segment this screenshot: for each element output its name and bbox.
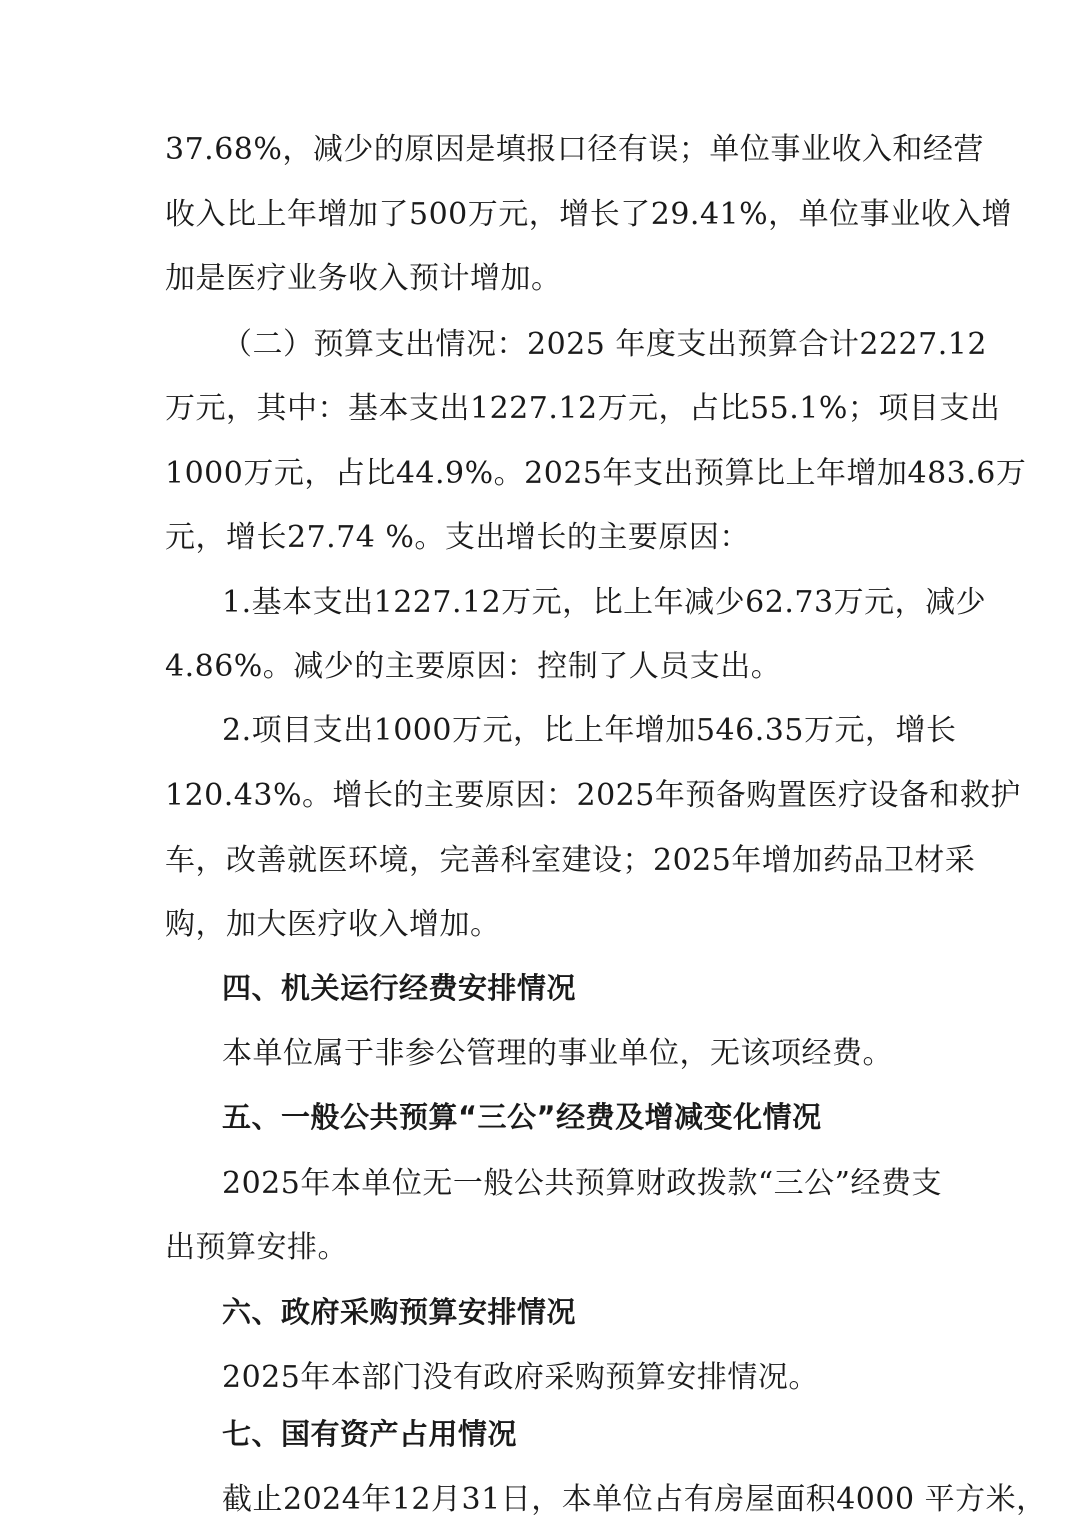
section-heading: 五、一般公共预算“三公”经费及增减变化情况 [222,1100,822,1134]
section-heading: 七、国有资产占用情况 [222,1417,518,1451]
paragraph-line: 购，加大医疗收入增加。 [165,907,501,942]
section-heading: 四、机关运行经费安排情况 [222,971,577,1005]
paragraph-line: 2025年本单位无一般公共预算财政拨款“三公”经费支 [222,1166,943,1201]
paragraph-line: 截止2024年12月31日，本单位占有房屋面积4000 平方米， [222,1482,1047,1517]
paragraph-line: 1.基本支出1227.12万元，比上年减少62.73万元，减少 [222,585,987,620]
paragraph-line: 4.86%。减少的主要原因：控制了人员支出。 [165,649,782,684]
paragraph-line: 收入比上年增加了500万元，增长了29.41%，单位事业收入增 [165,197,1013,232]
paragraph-line: 元，增长27.74 %。支出增长的主要原因： [165,520,750,555]
paragraph-line: 2.项目支出1000万元，比上年增加546.35万元，增长 [222,713,957,748]
paragraph-line: 1000万元，占比44.9%。2025年支出预算比上年增加483.6万 [165,456,1027,491]
paragraph-line: 120.43%。增长的主要原因：2025年预备购置医疗设备和救护 [165,778,1021,813]
paragraph-line: 本单位属于非参公管理的事业单位，无该项经费。 [222,1036,893,1071]
paragraph-line: 2025年本部门没有政府采购预算安排情况。 [222,1360,819,1395]
paragraph-line: 加是医疗业务收入预计增加。 [165,261,562,296]
paragraph-line: （二）预算支出情况：2025 年度支出预算合计2227.12 [222,327,987,362]
paragraph-line: 37.68%，减少的原因是填报口径有误；单位事业收入和经营 [165,132,984,167]
paragraph-line: 车，改善就医环境，完善科室建设；2025年增加药品卫材采 [165,843,976,878]
section-heading: 六、政府采购预算安排情况 [222,1295,577,1329]
paragraph-line: 出预算安排。 [165,1230,348,1265]
paragraph-line: 万元，其中：基本支出1227.12万元，占比55.1%；项目支出 [165,391,1001,426]
